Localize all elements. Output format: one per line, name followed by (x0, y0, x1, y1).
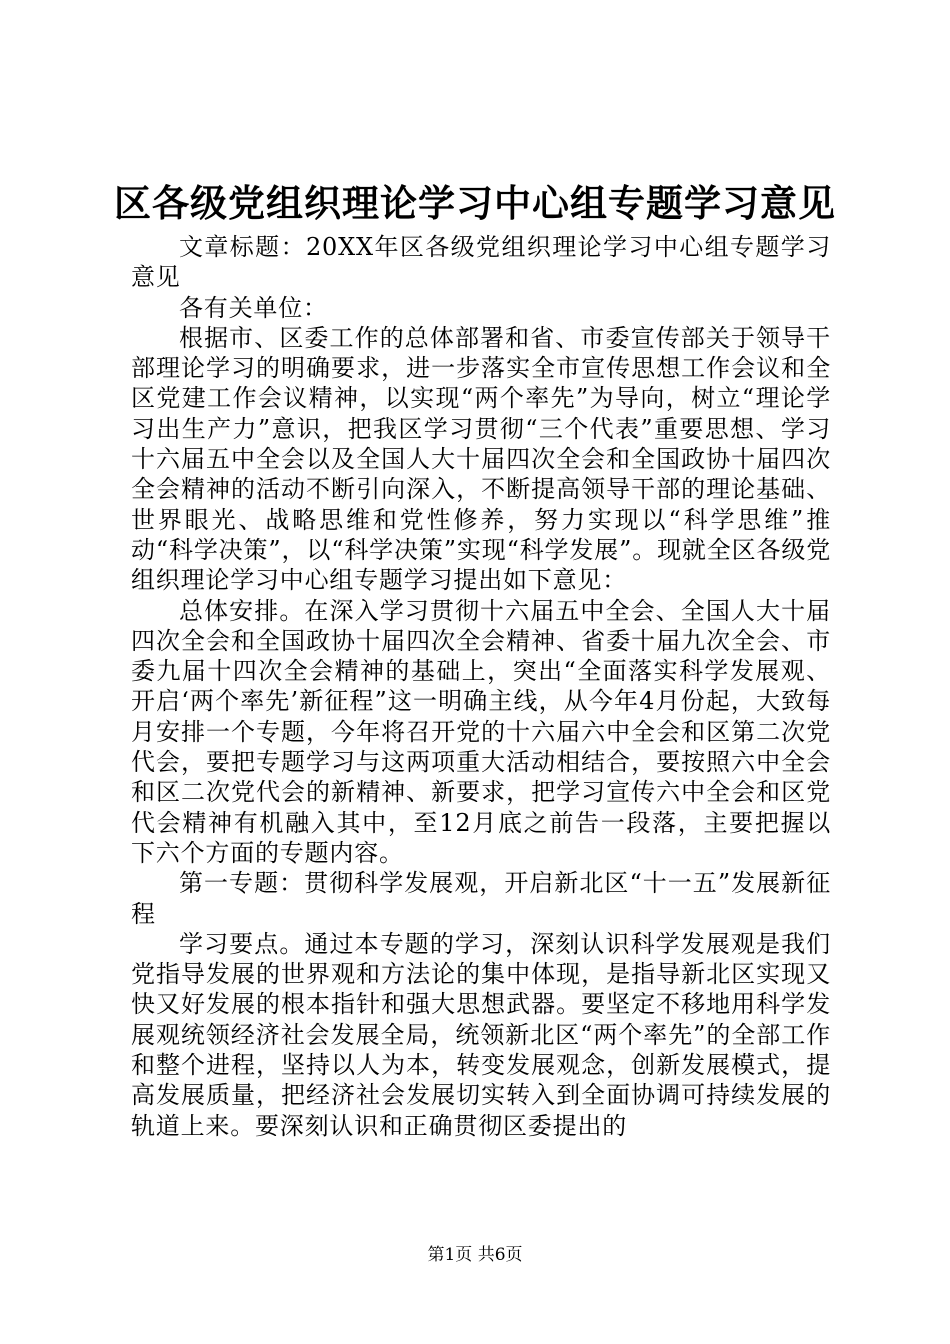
intro-paragraph: 根据市、区委工作的总体部署和省、市委宣传部关于领导干部理论学习的明确要求，进一步落实全市宣传思想工作会议和全区党建工作会议精神，以实现“两个率先”为导向，树立“理论学习出生产力”意识，把我区学习贯彻“三个代表”重要思想、学习十六届五中全会以及全国人大十届四次全会和全国政协十届四次全会精神的活动不断引向深入，不断提高领导干部的理论基础、世界眼光、战略思维和党性修养，努力实现以“科学思维”推动“科学决策”，以“科学决策”实现“科学发展”。现就全区各级党组织理论学习中心组专题学习提出如下意见： (131, 323, 831, 595)
overall-arrangement-paragraph: 总体安排。在深入学习贯彻十六届五中全会、全国人大十届四次全会和全国政协十届四次全会精神、省委十届九次全会、市委九届十四次全会精神的基础上，突出“全面落实科学发展观、开启‘两个率先’新征程”这一明确主线，从今年4月份起，大致每月安排一个专题，今年将召开党的十六届六中全会和区第二次党代会，要把专题学习与这两项重大活动相结合，要按照六中全会和区二次党代会的新精神、新要求，把学习宣传六中全会和区党代会精神有机融入其中，至12月底之前告一段落，主要把握以下六个方面的专题内容。 (131, 596, 831, 867)
document-body (131, 232, 831, 1141)
salutation: 各有关单位： (179, 293, 328, 322)
document-title: 区各级党组织理论学习中心组专题学习意见 (114, 182, 836, 225)
page-number-footer: 第1页 共6页 (427, 1245, 523, 1265)
topic-one-heading: 第一专题：贯彻科学发展观，开启新北区“十一五”发展新征程 (131, 869, 831, 928)
article-title-line: 文章标题：20XX年区各级党组织理论学习中心组专题学习意见 (131, 233, 831, 292)
study-points-paragraph: 学习要点。通过本专题的学习，深刻认识科学发展观是我们党指导发展的世界观和方法论的集中体现，是指导新北区实现又快又好发展的根本指针和强大思想武器。要坚定不移地用科学发展观统领经济社会发展全局，统领新北区“两个率先”的全部工作和整个进程，坚持以人为本，转变发展观念，创新发展模式，提高发展质量，把经济社会发展切实转入到全面协调可持续发展的轨道上来。要深刻认识和正确贯彻区委提出的 (131, 929, 831, 1140)
